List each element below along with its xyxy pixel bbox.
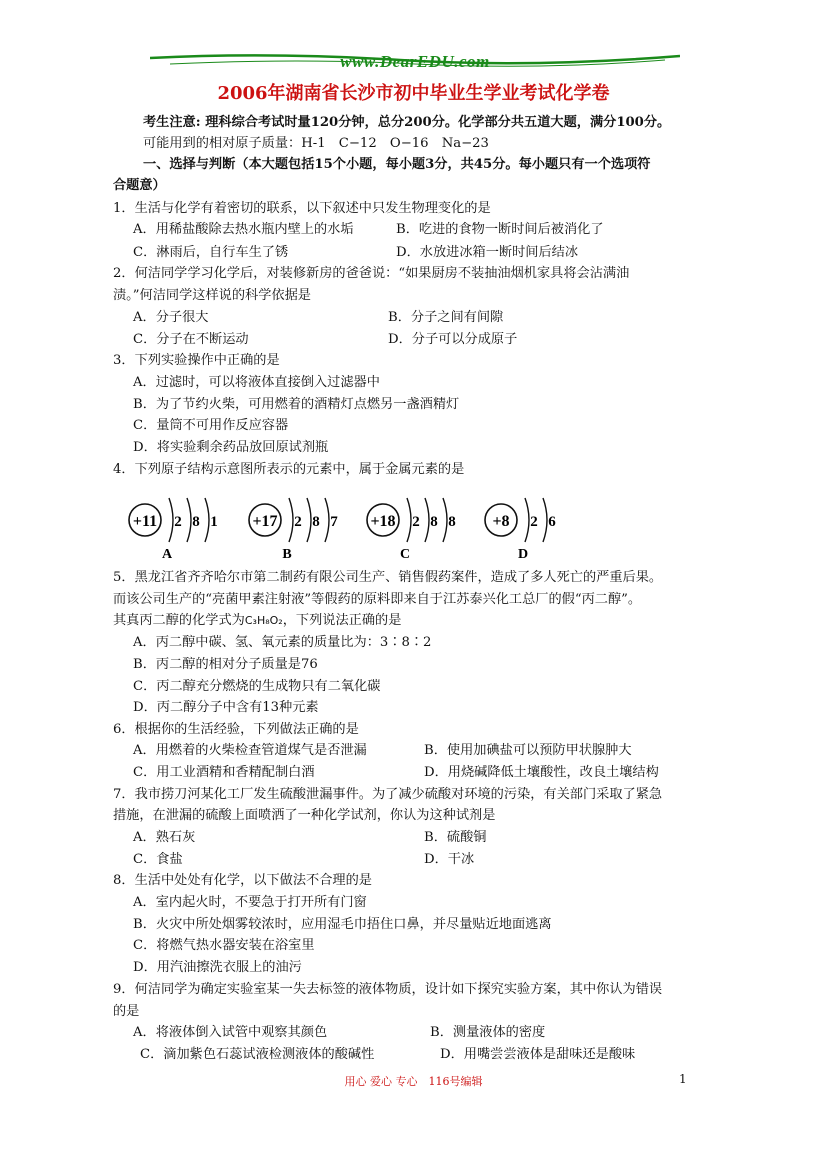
electron-count: 1	[210, 514, 218, 530]
question-5-stem: 5．黑龙江省齐齐哈尔市第二制药有限公司生产、销售假药案件，造成了多人死亡的严重后果。	[113, 570, 663, 585]
electron-count: 2	[294, 514, 302, 530]
electron-shell-arc	[325, 498, 329, 542]
electron-count: 2	[530, 514, 538, 530]
question-8-stem: 8．生活中处处有化学，以下做法不合理的是	[113, 873, 372, 888]
electron-count: 2	[174, 514, 182, 530]
question-2-option-a: A．分子很大	[133, 310, 209, 325]
question-9-option-a: A．将液体倒入试管中观察其颜色	[133, 1025, 328, 1040]
question-9-stem-cont: 的是	[113, 1004, 140, 1019]
document-title: 2006年湖南省长沙市初中毕业生学业考试化学卷	[217, 83, 610, 104]
electron-shell-arc	[425, 498, 429, 542]
electron-shell-arc	[443, 498, 447, 542]
atom-diagram-c	[363, 490, 473, 560]
exam-notice: 考生注意: 理科综合考试时量120分钟，总分200分。化学部分共五道大题，满分100分。	[143, 115, 671, 130]
site-url: www.DearEDU.com	[340, 52, 490, 71]
nucleus-charge: +17	[252, 513, 278, 530]
nucleus-charge: +11	[132, 513, 158, 530]
question-5-stem-formula-line	[113, 611, 401, 631]
electron-shell-arc	[169, 498, 173, 542]
atom-diagram-a	[125, 490, 235, 560]
nucleus-charge: +18	[370, 513, 396, 530]
question-1-option-a: A．用稀盐酸除去热水瓶内壁上的水垢	[133, 222, 354, 237]
question-1-stem: 1．生活与化学有着密切的联系，以下叙述中只发生物理变化的是	[113, 201, 491, 216]
electron-count: 6	[548, 514, 556, 530]
question-3-stem: 3．下列实验操作中正确的是	[113, 353, 280, 368]
question-2-option-b: B．分子之间有间隙	[388, 310, 504, 325]
question-3-option-c: C．量筒不可用作反应容器	[133, 418, 289, 433]
question-6-option-b: B．使用加碘盐可以预防甲状腺肿大	[424, 743, 632, 758]
question-9-option-d: D．用嘴尝尝液体是甜味还是酸味	[440, 1047, 636, 1062]
question-2-stem: 2．何洁同学学习化学后，对装修新房的爸爸说：“如果厨房不装抽油烟机家具将会沾满油	[113, 266, 630, 281]
electron-shell-arc	[205, 498, 209, 542]
header-banner	[150, 50, 680, 80]
option-label: C	[399, 547, 411, 562]
question-5-option-b: B．丙二醇的相对分子质量是76	[133, 657, 318, 672]
question-2-option-d: D．分子可以分成原子	[388, 332, 518, 347]
question-5-stem-cont: 而该公司生产的“亮菌甲素注射液”等假药的原料即来自于江苏泰兴化工总厂的假“丙二醇”。	[113, 592, 642, 607]
question-2-stem-cont: 渍。”何洁同学这样说的科学依据是	[113, 288, 311, 303]
electron-shell-arc	[543, 498, 547, 542]
question-8-option-d: D．用汽油擦洗衣服上的油污	[133, 960, 302, 975]
question-7-stem: 7．我市捞刀河某化工厂发生硫酸泄漏事件。为了减少硫酸对环境的污染，有关部门采取了紧急	[113, 787, 663, 802]
atom-diagram-d	[481, 490, 591, 560]
electron-shell-arc	[289, 498, 293, 542]
electron-count: 8	[312, 514, 320, 530]
electron-shell-arc	[307, 498, 311, 542]
question-3-option-a: A．过滤时，可以将液体直接倒入过滤器中	[133, 375, 380, 390]
question-9-option-b: B．测量液体的密度	[430, 1025, 546, 1040]
question-1-option-d: D．水放进冰箱一断时间后结冰	[396, 245, 579, 260]
question-3-option-b: B．为了节约火柴，可用燃着的酒精灯点燃另一盏酒精灯	[133, 397, 460, 412]
section-heading-cont: 合题意）	[113, 178, 166, 193]
electron-shell-arc	[525, 498, 529, 542]
question-6-option-c: C．用工业酒精和香精配制白酒	[133, 765, 315, 780]
electron-shell-arc	[407, 498, 411, 542]
question-7-option-c: C．食盐	[133, 852, 183, 867]
question-5-stem-prefix: 其真丙二醇的化学式为	[113, 613, 245, 628]
question-6-option-a: A．用燃着的火柴检查管道煤气是否泄漏	[133, 743, 367, 758]
electron-count: 2	[412, 514, 420, 530]
section-heading: 一、选择与判断（本大题包括15个小题，每小题3分，共45分。每小题只有一个选项符	[143, 157, 651, 172]
question-5-option-c: C．丙二醇充分燃烧的生成物只有二氧化碳	[133, 679, 381, 694]
question-7-option-d: D．干冰	[424, 852, 475, 867]
question-6-option-d: D．用烧碱降低土壤酸性，改良土壤结构	[424, 765, 659, 780]
electron-count: 7	[330, 514, 338, 530]
electron-count: 8	[430, 514, 438, 530]
question-5-stem-suffix: ，下列说法正确的是	[282, 613, 402, 628]
question-7-option-a: A．熟石灰	[133, 830, 196, 845]
option-label: B	[282, 547, 292, 562]
question-7-stem-cont: 措施，在泄漏的硫酸上面喷洒了一种化学试剂，你认为这种试剂是	[113, 808, 496, 823]
chemical-formula: C₃H₈O₂	[244, 614, 283, 627]
electron-count: 8	[192, 514, 200, 530]
question-9-option-c: C．滴加紫色石蕊试液检测液体的酸碱性	[140, 1047, 375, 1062]
option-label: A	[161, 547, 173, 562]
electron-shell-arc	[187, 498, 191, 542]
question-4-stem: 4．下列原子结构示意图所表示的元素中，属于金属元素的是	[113, 462, 465, 477]
footer-note: 用心 爱心 专心 116号编辑	[344, 1075, 483, 1088]
question-8-option-b: B．火灾中所处烟雾较浓时，应用湿毛巾捂住口鼻，并尽量贴近地面逃离	[133, 917, 552, 932]
question-5-option-a: A．丙二醇中碳、氢、氧元素的质量比为：3∶8∶2	[133, 635, 432, 650]
nucleus-charge: +8	[492, 513, 510, 530]
question-5-option-d: D．丙二醇分子中含有13种元素	[133, 700, 319, 715]
question-1-option-b: B．吃进的食物一断时间后被消化了	[396, 222, 604, 237]
atom-diagram-b	[245, 490, 355, 560]
question-9-stem: 9．何洁同学为确定实验室某一失去标签的液体物质，设计如下探究实验方案，其中你认为错误	[113, 982, 663, 997]
page-number: 1	[679, 1072, 687, 1086]
electron-count: 8	[448, 514, 456, 530]
question-6-stem: 6．根据你的生活经验，下列做法正确的是	[113, 722, 359, 737]
question-3-option-d: D．将实验剩余药品放回原试剂瓶	[133, 440, 329, 455]
question-2-option-c: C．分子在不断运动	[133, 332, 249, 347]
atomic-masses: 可能用到的相对原子质量：H-1 C−12 O−16 Na−23	[143, 136, 489, 151]
question-8-option-a: A．室内起火时，不要急于打开所有门窗	[133, 895, 367, 910]
question-1-option-c: C．淋雨后，自行车生了锈	[133, 245, 289, 260]
question-8-option-c: C．将燃气热水器安装在浴室里	[133, 938, 315, 953]
option-label: D	[517, 547, 529, 562]
question-7-option-b: B．硫酸铜	[424, 830, 487, 845]
